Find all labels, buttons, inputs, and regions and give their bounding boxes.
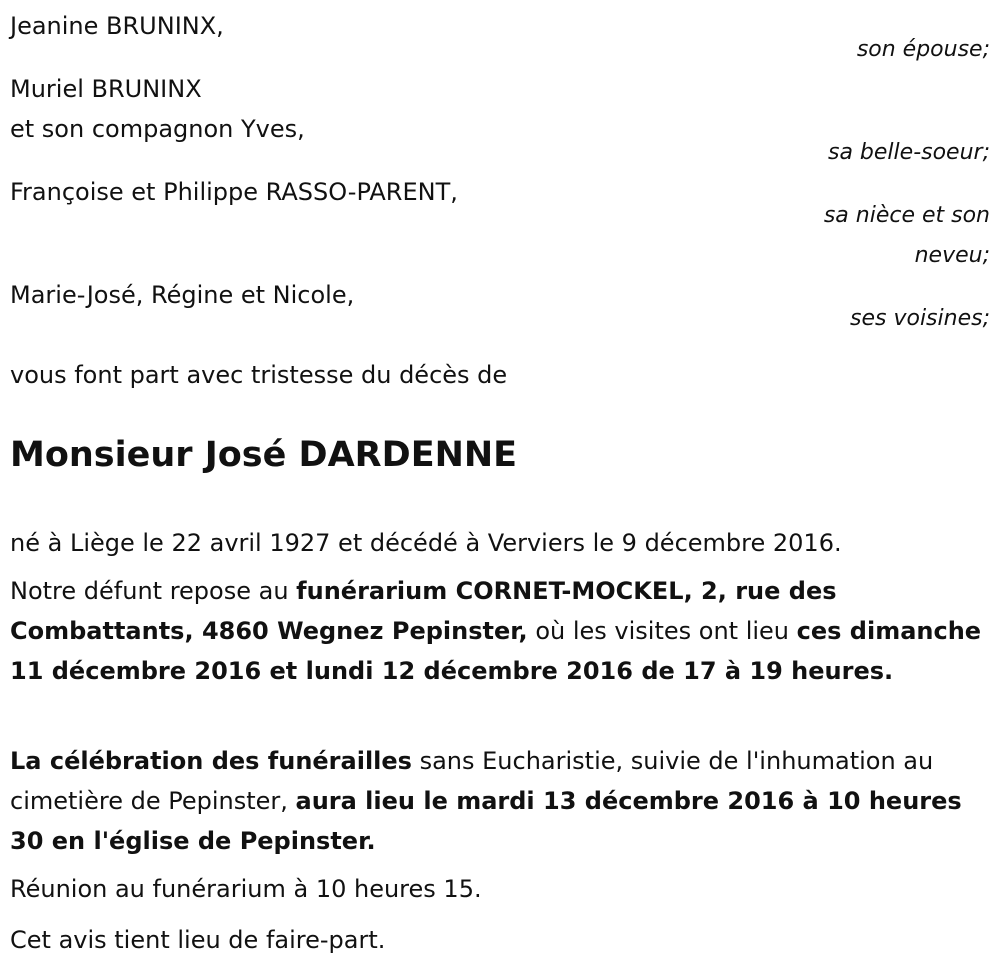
ceremony-paragraph [10,741,995,861]
family-name: Françoise et Philippe RASSO-PARENT, [10,178,458,206]
family-relation: sa belle-soeur; [828,140,990,165]
visitation-dates: ces dimanche 11 décembre 2016 et lundi 12 décembre 2016 de 17 à 19 heures. [10,617,982,685]
family-relation: ses voisines; [850,306,990,331]
reunion-text: Réunion au funérarium à 10 heures 15. [10,875,482,903]
family-relation-continued: neveu; [914,243,990,268]
visitation-paragraph [10,571,995,691]
family-relation: sa nièce et son [823,203,990,228]
ceremony-when: aura lieu le mardi 13 décembre 2016 à 10 heures 30 en l'église de Pepinster. [10,787,962,855]
birth-death-text: né à Liège le 22 avril 1927 et décédé à Verviers le 9 décembre 2016. [10,529,842,557]
family-name-continued: et son compagnon Yves, [10,115,305,143]
funeral-home-location: funérarium CORNET-MOCKEL, 2, rue des Combattants, 4860 Wegnez Pepinster, [10,577,837,645]
closing-text: Cet avis tient lieu de faire-part. [10,926,386,954]
ceremony-lead: La célébration des funérailles [10,747,412,775]
family-relation: son épouse; [856,37,990,62]
announcement-text: vous font part avec tristesse du décès de [10,361,508,389]
family-name: Jeanine BRUNINX, [10,12,224,40]
deceased-name: Monsieur José DARDENNE [10,435,518,475]
ceremony-middle: sans Eucharistie, suivie de l'inhumation au cimetière de Pepinster, [10,747,934,815]
family-name: Muriel BRUNINX [10,75,202,103]
visitation-intro: Notre défunt repose au [10,577,297,605]
visitation-middle: où les visites ont lieu [527,617,797,645]
family-name: Marie-José, Régine et Nicole, [10,281,355,309]
